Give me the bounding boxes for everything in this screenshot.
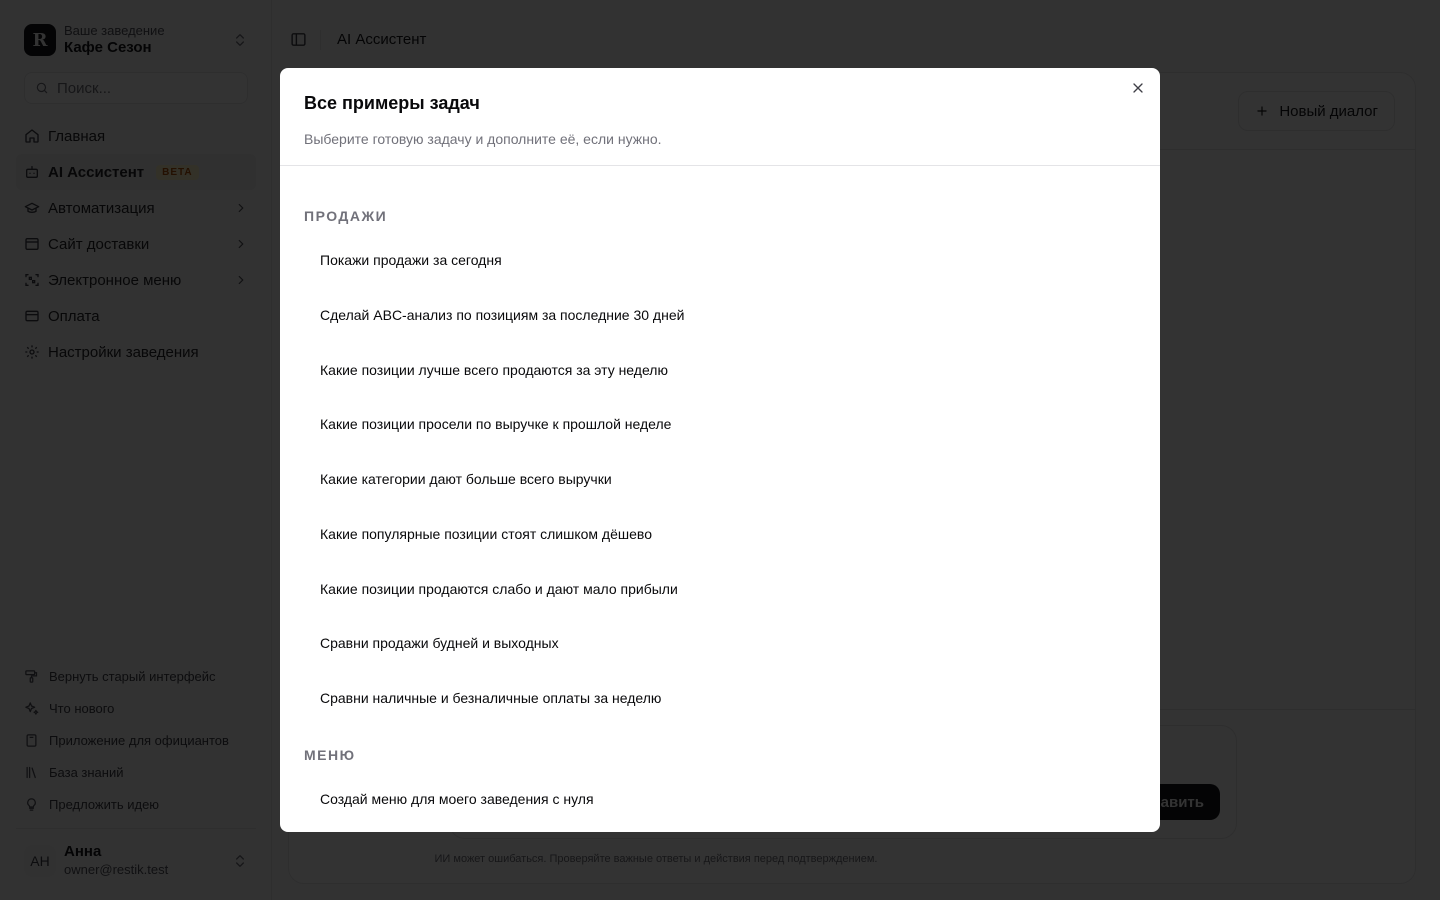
- modal-title: Все примеры задач: [304, 93, 480, 113]
- task-item[interactable]: Покажи продажи за сегодня: [320, 252, 502, 268]
- modal-body[interactable]: [280, 166, 1160, 832]
- task-item[interactable]: Сделай ABC-анализ по позициям за последние 30 дней: [320, 307, 685, 323]
- tasks-modal: [280, 68, 1160, 832]
- task-item[interactable]: Какие позиции просели по выручке к прошлой неделе: [320, 416, 672, 432]
- section-title: МЕНЮ: [304, 747, 356, 763]
- close-icon[interactable]: [1130, 80, 1146, 96]
- task-item[interactable]: Сравни наличные и безналичные оплаты за неделю: [320, 690, 662, 706]
- section-title: ПРОДАЖИ: [304, 208, 388, 224]
- task-item[interactable]: Создай меню для моего заведения с нуля: [320, 791, 594, 807]
- task-item[interactable]: Какие популярные позиции стоят слишком дёшево: [320, 526, 652, 542]
- task-item[interactable]: Какие позиции лучше всего продаются за эту неделю: [320, 362, 668, 378]
- task-item[interactable]: Сравни продажи будней и выходных: [320, 635, 559, 651]
- task-item[interactable]: Какие категории дают больше всего выручки: [320, 471, 612, 487]
- task-item[interactable]: Какие позиции продаются слабо и дают мало прибыли: [320, 581, 678, 597]
- modal-description: Выберите готовую задачу и дополните её, если нужно.: [304, 131, 662, 147]
